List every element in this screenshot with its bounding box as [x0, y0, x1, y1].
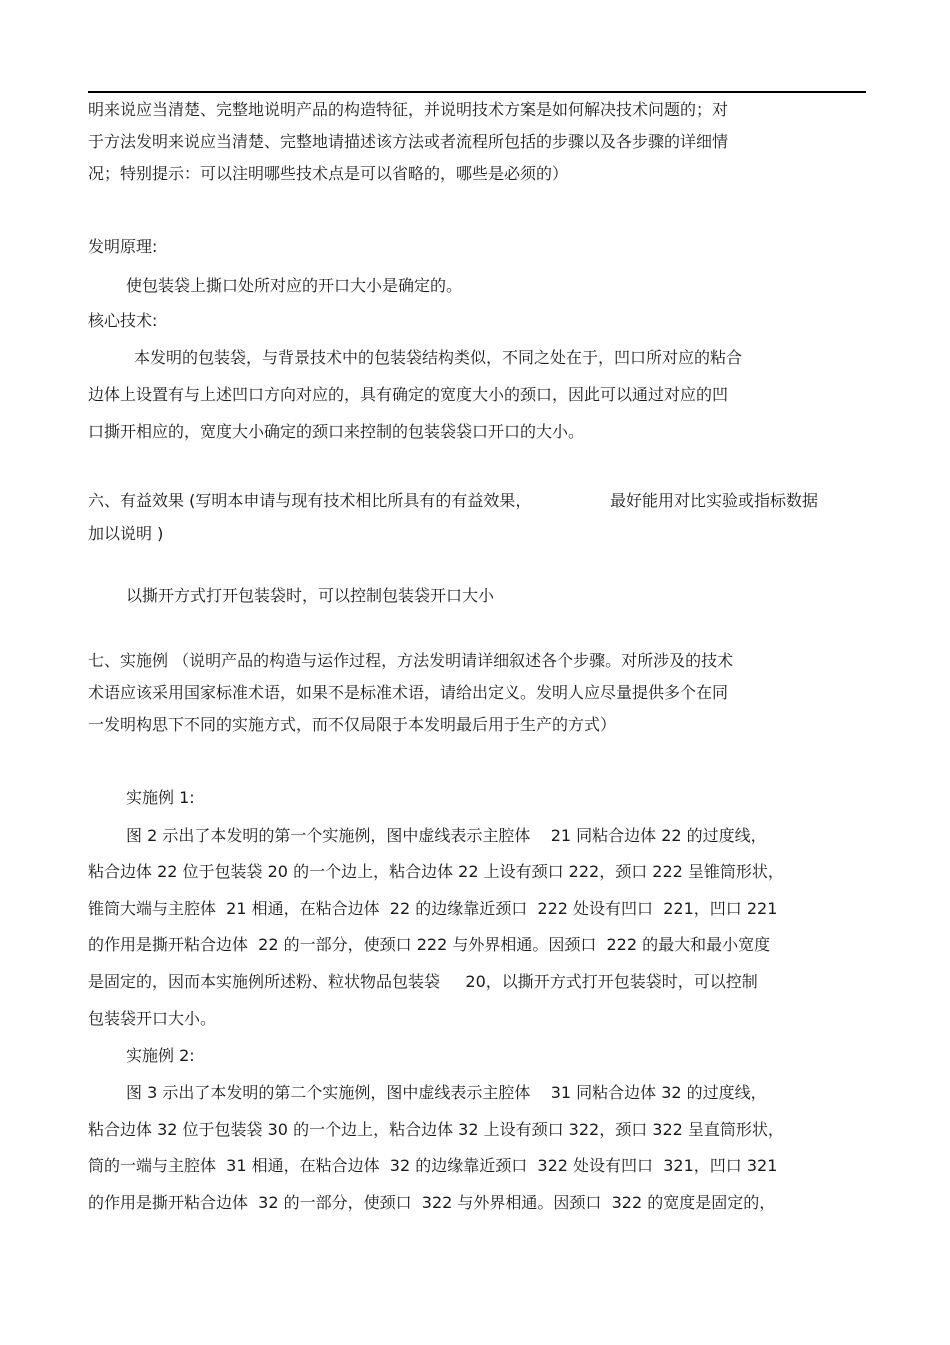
section-6-text: 以撕开方式打开包装袋时，可以控制包装袋开口大小: [126, 586, 495, 605]
section-7-line-1: 七、实施例 （说明产品的构造与运作过程，方法发明请详细叙述各个步骤。对所涉及的技术: [88, 651, 734, 670]
core-line-2: 边体上设置有与上述凹口方向对应的，具有确定的宽度大小的颈口，因此可以通过对应的凹: [88, 385, 729, 404]
example-1-line: 图 2 示出了本发明的第一个实施例，图中虚线表示主腔体 21 同粘合边体 22 的过度线，: [126, 826, 767, 845]
intro-line-2: 于方法发明来说应当清楚、完整地请描述该方法或者流程所包括的步骤以及各步骤的详细情: [88, 132, 729, 151]
example-1-line: 的作用是撕开粘合边体 22 的一部分，使颈口 222 与外界相通。因颈口 222 的最大和最小宽度: [88, 935, 771, 954]
core-line-1: 本发明的包装袋，与背景技术中的包装袋结构类似，不同之处在于，凹口所对应的粘合: [134, 348, 743, 367]
section-7-line-3: 一发明构思下不同的实施方式，而不仅局限于本发明最后用于生产的方式）: [88, 715, 617, 734]
example-1-line: 包装袋开口大小。: [88, 1009, 217, 1028]
core-line-3: 口撕开相应的，宽度大小确定的颈口来控制的包装袋袋口开口的大小。: [88, 422, 585, 441]
core-heading: 核心技术:: [88, 311, 158, 330]
header-rule: [88, 91, 866, 93]
example-1-line: 锥筒大端与主腔体 21 相通，在粘合边体 22 的边缘靠近颈口 222 处设有凹口 221，凹口 221: [88, 899, 778, 918]
intro-line-1: 明来说应当清楚、完整地说明产品的构造特征，并说明技术方案是如何解决技术问题的；对: [88, 100, 729, 119]
principle-heading: 发明原理:: [88, 237, 158, 256]
example-2-line: 粘合边体 32 位于包装袋 30 的一个边上，粘合边体 32 上设有颈口 322，颈口 322 呈直筒形状，: [88, 1120, 784, 1139]
example-1-title: 实施例 1:: [126, 788, 195, 807]
example-1-line: 是固定的，因而本实施例所述粉、粒状物品包装袋 20，以撕开方式打开包装袋时，可以控制: [88, 972, 758, 991]
example-1-line: 粘合边体 22 位于包装袋 20 的一个边上，粘合边体 22 上设有颈口 222，颈口 222 呈锥筒形状，: [88, 862, 784, 881]
intro-line-3: 况；特别提示：可以注明哪些技术点是可以省略的，哪些是必须的）: [88, 164, 569, 183]
example-2-line: 的作用是撕开粘合边体 32 的一部分，使颈口 322 与外界相通。因颈口 322 的宽度是固定的，: [88, 1193, 776, 1212]
section-7-line-2: 术语应该采用国家标准术语，如果不是标准术语，请给出定义。发明人应尽量提供多个在同: [88, 683, 729, 702]
example-2-title: 实施例 2:: [126, 1046, 195, 1065]
principle-text: 使包装袋上撕口处所对应的开口大小是确定的。: [126, 276, 463, 295]
example-2-line: 筒的一端与主腔体 31 相通，在粘合边体 32 的边缘靠近颈口 322 处设有凹口 321，凹口 321: [88, 1156, 778, 1175]
example-2-line: 图 3 示出了本发明的第二个实施例，图中虚线表示主腔体 31 同粘合边体 32 的过度线，: [126, 1083, 767, 1102]
section-6-heading-c: 加以说明 ): [88, 524, 164, 543]
section-6-heading-b: 最好能用对比实验或指标数据: [610, 491, 819, 510]
section-6-heading-a: 六、有益效果 (写明本申请与现有技术相比所具有的有益效果，: [88, 491, 532, 510]
